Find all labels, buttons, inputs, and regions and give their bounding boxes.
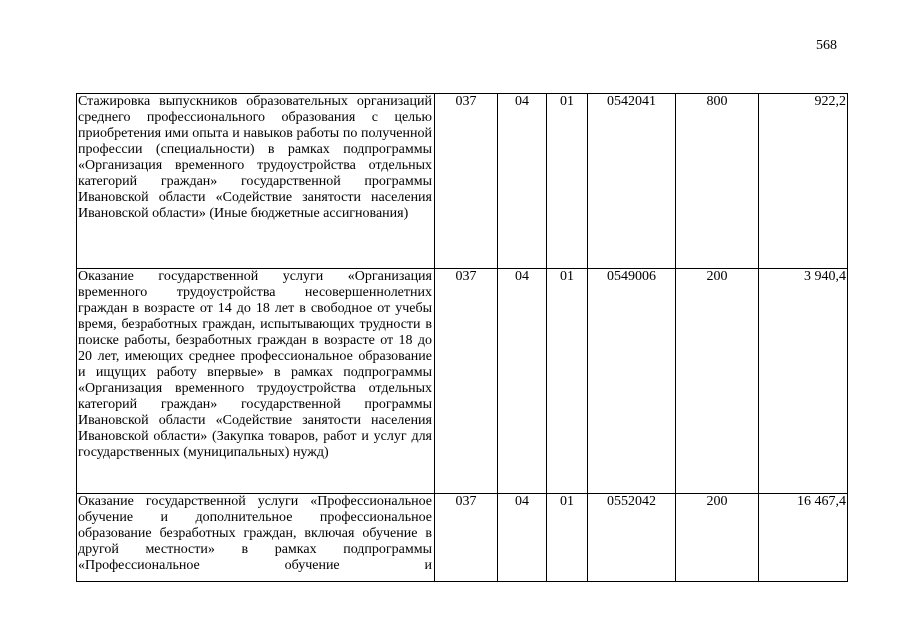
expense-type-code: 200: [676, 269, 759, 494]
row-description: Оказание государственной услуги «Организация временного трудоустройства несовершеннолетних граждан в возрасте от 14 до 18 лет в свободное от учебы время, безработных граждан, испытывающих трудности в поиске работы, безработных граждан в возрасте от 18 до 20 лет, имеющих среднее профессиональное образование и ищущих работу впервые» в рамках подпрограммы «Организация временного трудоустройства отдельных категорий граждан» государственной программы Ивановской области «Содействие занятости населения Ивановской области» (Закупка товаров, работ и услуг для государственных (муниципальных) нужд): [77, 269, 435, 494]
subsection-code: 01: [547, 494, 588, 582]
expense-type-code: 800: [676, 94, 759, 269]
section-code: 04: [498, 494, 547, 582]
ministry-code: 037: [435, 494, 498, 582]
table-row: [77, 94, 848, 269]
row-description: Стажировка выпускников образовательных организаций среднего профессионального образования с целью приобретения ими опыта и навыков работы по полученной профессии (специальности) в рамках подпрограммы «Организация временного трудоустройства отдельных категорий граждан» государственной программы Ивановской области «Содействие занятости населения Ивановской области» (Иные бюджетные ассигнования): [77, 94, 435, 269]
expense-type-code: 200: [676, 494, 759, 582]
amount: 16 467,4: [759, 494, 848, 582]
target-article-code: 0542041: [588, 94, 676, 269]
target-article-code: 0552042: [588, 494, 676, 582]
section-code: 04: [498, 269, 547, 494]
target-article-code: 0549006: [588, 269, 676, 494]
table-row: [77, 494, 848, 582]
section-code: 04: [498, 94, 547, 269]
amount: 3 940,4: [759, 269, 848, 494]
ministry-code: 037: [435, 94, 498, 269]
ministry-code: 037: [435, 269, 498, 494]
table-row: [77, 269, 848, 494]
row-description: Оказание государственной услуги «Профессиональное обучение и дополнительное профессиональное образование безработных граждан, включая обучение в другой местности» в рамках подпрограммы «Профессиональное обучение и: [77, 494, 435, 582]
subsection-code: 01: [547, 269, 588, 494]
page-number: 568: [816, 38, 837, 53]
subsection-code: 01: [547, 94, 588, 269]
budget-table: [76, 93, 848, 582]
amount: 922,2: [759, 94, 848, 269]
